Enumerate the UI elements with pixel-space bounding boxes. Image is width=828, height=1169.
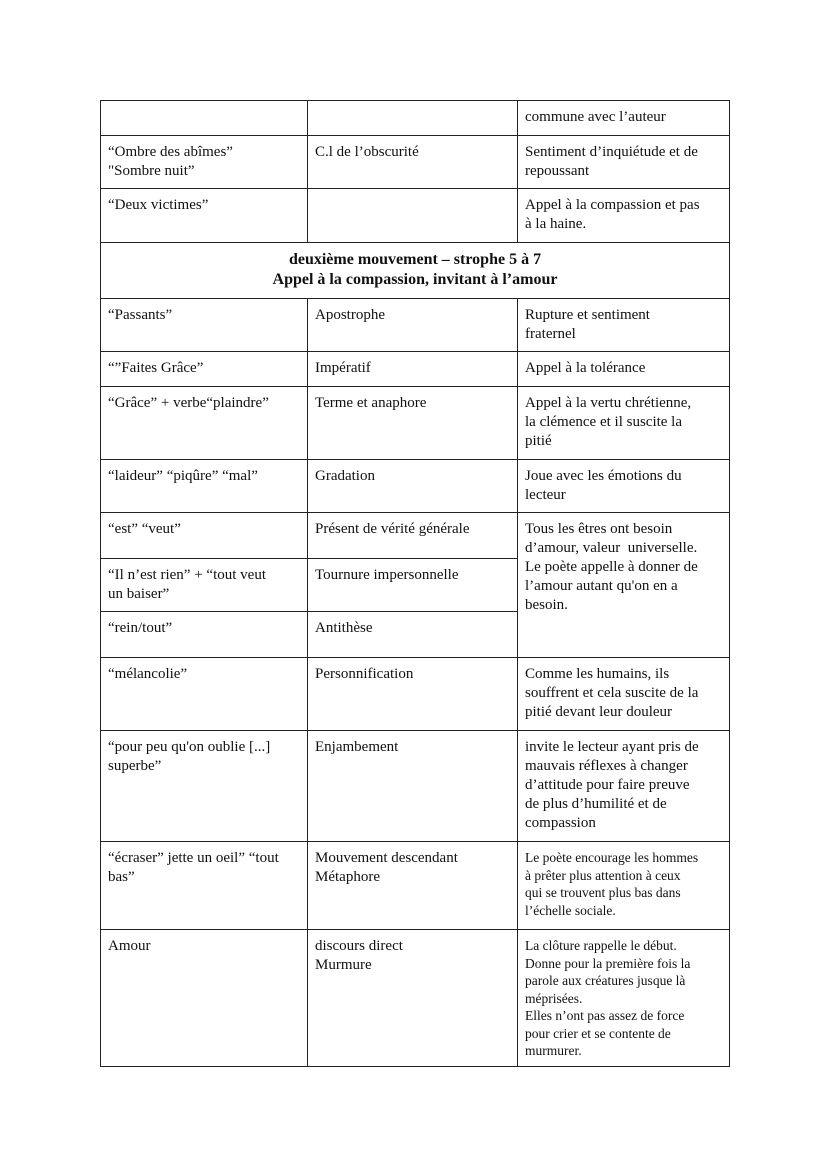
effect-cell: Comme les humains, ils souffrent et cela suscite de la pitié devant leur douleur [518, 658, 730, 731]
device-cell: discours direct Murmure [308, 930, 518, 1067]
effect-cell: Appel à la vertu chrétienne, la clémence et il suscite la pitié [518, 387, 730, 460]
device-cell: Impératif [308, 352, 518, 387]
quote-cell: “Grâce” + verbe“plaindre” [101, 387, 308, 460]
effect-cell: Joue avec les émotions du lecteur [518, 460, 730, 513]
quote-cell: “Deux victimes” [101, 189, 308, 243]
quote-cell: “pour peu qu'on oublie [...] superbe” [101, 731, 308, 842]
quote-cell: “rein/tout” [101, 612, 308, 658]
table-row [101, 136, 730, 189]
quote-cell: “Ombre des abîmes” "Sombre nuit” [101, 136, 308, 189]
table-row [101, 513, 730, 559]
quote-cell: “Passants” [101, 299, 308, 352]
table-row [101, 731, 730, 842]
device-cell: C.l de l’obscurité [308, 136, 518, 189]
table-row [101, 658, 730, 731]
device-cell: Mouvement descendant Métaphore [308, 842, 518, 930]
quote-cell: “est” “veut” [101, 513, 308, 559]
table-row [101, 299, 730, 352]
device-cell: Gradation [308, 460, 518, 513]
device-cell: Apostrophe [308, 299, 518, 352]
effect-cell: Le poète encourage les hommes à prêter plus attention à ceux qui se trouvent plus bas dans l’échelle sociale. [518, 842, 730, 930]
effect-cell: invite le lecteur ayant pris de mauvais réflexes à changer d’attitude pour faire preuve de plus d’humilité et de compassion [518, 731, 730, 842]
effect-cell: Rupture et sentiment fraternel [518, 299, 730, 352]
table-row [101, 842, 730, 930]
device-cell [308, 101, 518, 136]
section-header [101, 243, 730, 299]
effect-cell: Appel à la tolérance [518, 352, 730, 387]
section-title: deuxième mouvement – strophe 5 à 7 [288, 251, 542, 268]
quote-cell: “laideur” “piqûre” “mal” [101, 460, 308, 513]
table-row [101, 352, 730, 387]
device-cell: Personnification [308, 658, 518, 731]
effect-cell: La clôture rappelle le début. Donne pour la première fois la parole aux créatures jusque là méprisées. Elles n’ont pas assez de force pour crier et se contente de murmurer. [518, 930, 730, 1067]
section-subtitle: Appel à la compassion, invitant à l’amour [272, 271, 558, 288]
analysis-table [100, 100, 730, 1067]
table-row [101, 930, 730, 1067]
section-header-row [101, 243, 730, 299]
device-cell: Terme et anaphore [308, 387, 518, 460]
table-row [101, 189, 730, 243]
quote-cell: Amour [101, 930, 308, 1067]
quote-cell: “”Faites Grâce” [101, 352, 308, 387]
effect-cell: Sentiment d’inquiétude et de repoussant [518, 136, 730, 189]
device-cell [308, 189, 518, 243]
effect-cell: commune avec l’auteur [518, 101, 730, 136]
quote-cell: “écraser” jette un oeil” “tout bas” [101, 842, 308, 930]
table-row [101, 387, 730, 460]
device-cell: Tournure impersonnelle [308, 559, 518, 612]
device-cell: Présent de vérité générale [308, 513, 518, 559]
quote-cell [101, 101, 308, 136]
device-cell: Enjambement [308, 731, 518, 842]
quote-cell: “Il n’est rien” + “tout veut un baiser” [101, 559, 308, 612]
table-row [101, 101, 730, 136]
table-row [101, 460, 730, 513]
quote-cell: “mélancolie” [101, 658, 308, 731]
effect-cell: Appel à la compassion et pas à la haine. [518, 189, 730, 243]
device-cell: Antithèse [308, 612, 518, 658]
effect-cell-merged: Tous les êtres ont besoin d’amour, valeur universelle. Le poète appelle à donner de l’amour autant qu'on en a besoin. [518, 513, 730, 658]
